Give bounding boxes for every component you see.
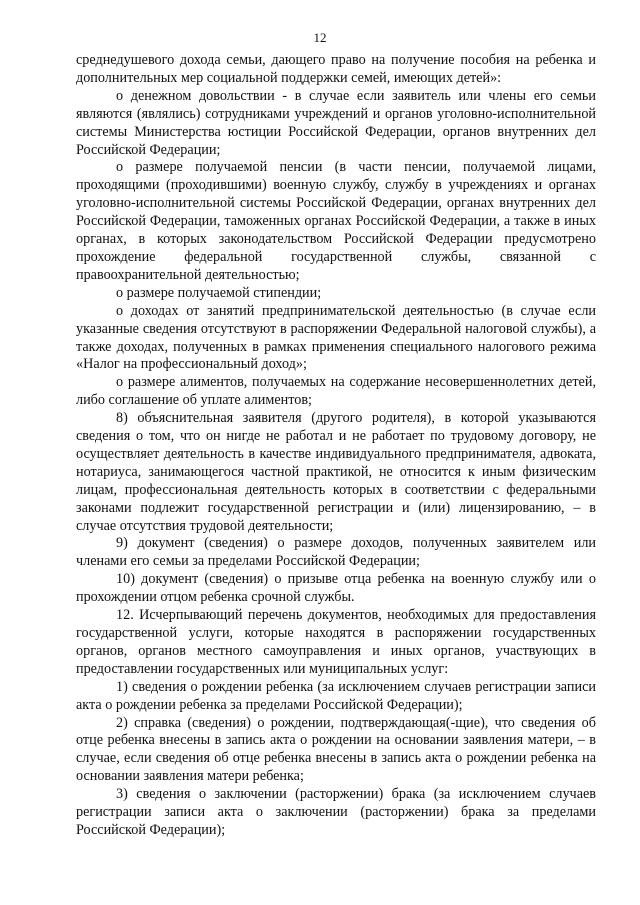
paragraph: о денежном довольствии - в случае если заявитель или члены его семьи являются (являлись) сотрудниками учреждений и органов уголовно-исполнительной системы Министерства юстиции Российской Федерации, органов внутренних дел Российской Федерации; (76, 87, 596, 158)
paragraph: о размере алиментов, получаемых на содержание несовершеннолетних детей, либо соглашение об уплате алиментов; (76, 374, 596, 409)
list-item-9: 9) документ (сведения) о размере доходов, полученных заявителем или членами его семьи за пределами Российской Федерации; (76, 535, 596, 570)
list-item-2: 2) справка (сведения) о рождении, подтверждающая(-щие), что сведения об отце ребенка внесены в запись акта о рождении на основании заявления матери, – в случае, если сведения об отце ребенка внесены в запись акта о рождении ребенка на основании заявления матери ребенка; (76, 714, 596, 785)
list-item-10: 10) документ (сведения) о призыве отца ребенка на военную службу или о прохождении отцом ребенка срочной службы. (76, 571, 596, 606)
paragraph: о размере получаемой пенсии (в части пенсии, получаемой лицами, проходящими (проходившими) военную службу, службу в учреждениях и органах уголовно-исполнительной системы Российской Федерации, органах внутренних дел Российской Федерации, таможенных органах Российской Федерации, а также в иных органах, в которых законодательством Российской Федерации предусмотрено прохождение федеральной государственной службы, связанной с правоохранительной деятельностью; (76, 159, 596, 283)
page-number: 12 (313, 30, 327, 45)
section-12: 12. Исчерпывающий перечень документов, необходимых для предоставления государственной услуги, которые находятся в распоряжении государственных органов, органов местного самоуправления и иных органов, участвующих в предоставлении государственных или муниципальных услуг: (76, 607, 596, 677)
list-item-3: 3) сведения о заключении (расторжении) брака (за исключением случаев регистрации записи акта о заключении (расторжении) брака за пределами Российской Федерации); (76, 786, 596, 838)
paragraph-continuation: среднедушевого дохода семьи, дающего право на получение пособия на ребенка и дополнительных мер социальной поддержки семей, имеющих детей»: (76, 52, 596, 86)
list-item-8: 8) объяснительная заявителя (другого родителя), в которой указываются сведения о том, что он нигде не работал и не работает по трудовому договору, не осуществляет деятельность в качестве индивидуального предпринимателя, адвоката, нотариуса, занимающегося частной практикой, не относится к иным физическим лицам, профессиональная деятельность которых в соответствии с федеральными законами подлежит государственной регистрации и (или) лицензированию, – в случае отсутствия трудовой деятельности; (76, 410, 596, 534)
document-body (76, 52, 596, 840)
paragraph: о размере получаемой стипендии; (116, 284, 322, 301)
list-item-1: 1) сведения о рождении ребенка (за исключением случаев регистрации записи акта о рождении ребенка за пределами Российской Федерации); (76, 678, 596, 713)
paragraph: о доходах от занятий предпринимательской деятельностью (в случае если указанные сведения отсутствуют в распоряжении Федеральной налоговой службы), а также доходах, полученных в рамках применения специального налогового режима «Налог на профессиональный доход»; (76, 302, 596, 373)
